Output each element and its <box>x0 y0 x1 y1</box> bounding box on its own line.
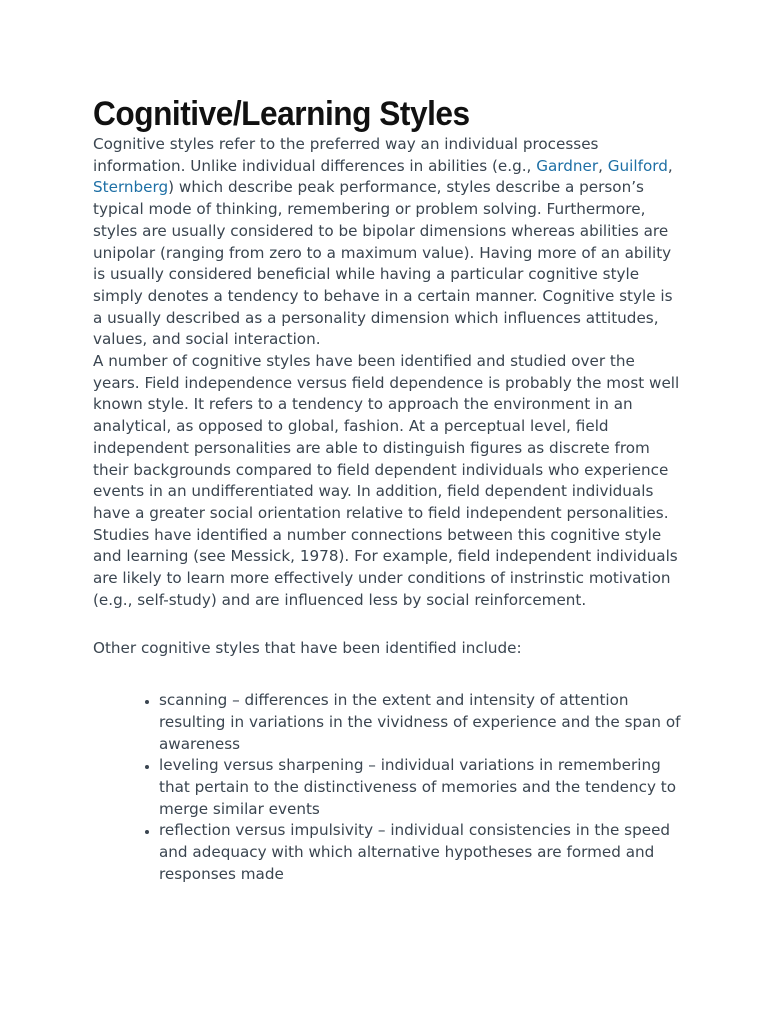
list-item: • scanning – differences in the extent and intensity of attention resulting in variations in the vividness of experience and the span of awareness <box>159 690 683 755</box>
link-sternberg[interactable]: Sternberg <box>93 178 169 197</box>
link-gardner[interactable]: Gardner <box>536 156 599 175</box>
separator: , <box>598 156 608 175</box>
article <box>93 94 683 886</box>
styles-list <box>93 690 683 885</box>
link-guilford[interactable]: Guilford <box>607 156 668 175</box>
list-item: • leveling versus sharpening – individual variations in remembering that pertain to the distinctiveness of memories and the tendency to merge similar events <box>159 755 683 820</box>
list-item: • reflection versus impulsivity – individual consistencies in the speed and adequacy with which alternative hypotheses are formed and responses made <box>159 820 683 885</box>
separator: , <box>667 156 673 175</box>
paragraph-intro-text-2: ) which describe peak performance, styles describe a person’s typical mode of thinking, remembering or problem solving. Furthermore, styles are usually considered to be bipolar dimensions whereas abilities are unipolar (ranging from zero to a maximum value). Having more of an ability is usually considered beneficial while having a particular cognitive style simply denotes a tendency to behave in a certain manner. Cognitive style is a usually described as a personality dimension which influences attitudes, values, and social interaction. <box>93 178 673 349</box>
paragraph-field-independence: A number of cognitive styles have been identified and studied over the years. Field independence versus field dependence is probably the most well known style. It refers to a tendency to approach the environment in an analytical, as opposed to global, fashion. At a perceptual level, field independent personalities are able to distinguish figures as discrete from their backgrounds compared to field dependent individuals who experience events in an undifferentiated way. In addition, field dependent individuals have a greater social orientation relative to field independent personalities. Studies have identified a number connections between this cognitive style and learning (see Messick, 1978). For example, field independent individuals are likely to learn more effectively under conditions of instrinstic motivation (e.g., self-study) and are influenced less by social reinforcement. <box>93 352 680 609</box>
paragraph-intro-text-1: Cognitive styles refer to the preferred way an individual processes information. Unlike individual differences in abilities (e.g., <box>93 135 599 175</box>
paragraph-intro <box>93 134 683 351</box>
paragraph-other-styles: Other cognitive styles that have been identified include: <box>93 639 522 658</box>
page-title: Cognitive/Learning Styles <box>93 95 470 133</box>
